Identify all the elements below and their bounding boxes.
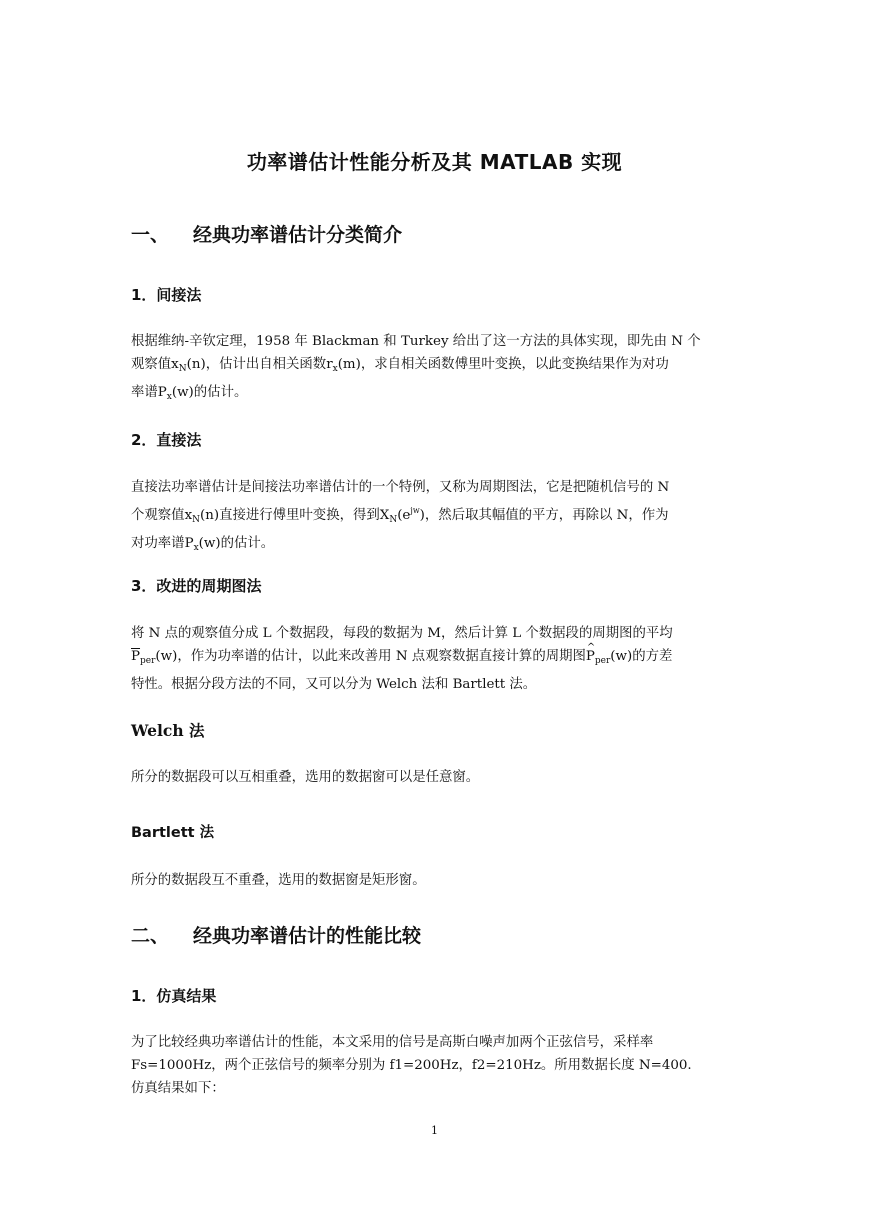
section-title: 经典功率谱估计分类简介	[193, 224, 403, 246]
text-line: 仿真结果如下：	[131, 1081, 225, 1096]
text-line: 直接法功率谱估计是间接法功率谱估计的一个特例，又称为周期图法，它是把随机信号的 N	[131, 480, 670, 495]
text-line: $\overline{P}_{per}(w)$，作为功率谱的估计，以此来改善用 N 点观察数据直接计算的周期图^ $P_{per}(w)$的方差	[131, 645, 739, 673]
text-line: 率谱$P_x(w)$的估计。	[131, 385, 248, 402]
text-line: 根据维纳-辛钦定理，1958 年 Blackman 和 Turkey 给出了这一方法的具体实现，即先由 N 个	[131, 334, 701, 349]
section-title: 经典功率谱估计的性能比较	[193, 925, 422, 947]
text-line: 为了比较经典功率谱估计的性能，本文采用的信号是高斯白噪声加两个正弦信号，采样率	[131, 1035, 654, 1050]
page-number: 1	[431, 1124, 438, 1137]
text-line: 将 N 点的观察值分成 L 个数据段，每段的数据为 M，然后计算 L 个数据段的周期图的平均	[131, 626, 673, 641]
section-number: 一、	[131, 224, 170, 246]
text-line: Fs=1000Hz，两个正弦信号的频率分别为 f1=200Hz，f2=210Hz。所用数据长度 N=400.	[131, 1058, 692, 1073]
paragraph-direct	[131, 476, 739, 560]
subsection-heading-simulation: 1．仿真结果	[131, 987, 217, 1005]
text-line: 所分的数据段可以互相重叠，选用的数据窗可以是任意窗。	[131, 770, 480, 785]
paragraph-welch	[131, 766, 739, 789]
paragraph-simulation	[131, 1031, 739, 1100]
text-line: 特性。根据分段方法的不同，又可以分为 Welch 法和 Bartlett 法。	[131, 677, 537, 692]
text-line: 个观察值$x_N(n)$直接进行傅里叶变换，得到$X_N(e^{jw})$，然后取其幅值的平方，再除以 N，作为	[131, 506, 669, 525]
paragraph-indirect	[131, 330, 739, 409]
text-line: 所分的数据段互不重叠，选用的数据窗是矩形窗。	[131, 873, 426, 888]
text-line: 观察值$x_N(n)$，估计出自相关函数$r_x(m)$，求自相关函数傅里叶变换，以此变换结果作为对功	[131, 357, 669, 374]
subsection-heading-indirect: 1．间接法	[131, 286, 202, 304]
paragraph-bartlett	[131, 869, 739, 892]
document-title: 功率谱估计性能分析及其 MATLAB 实现	[246, 150, 623, 174]
paragraph-improved	[131, 622, 739, 696]
subsection-heading-direct: 2．直接法	[131, 431, 202, 449]
subsection-heading-improved: 3．改进的周期图法	[131, 577, 262, 595]
method-heading-welch: Welch 法	[131, 721, 205, 740]
section-heading-1	[131, 220, 402, 247]
method-heading-bartlett: Bartlett 法	[131, 825, 215, 841]
section-number: 二、	[131, 925, 170, 947]
section-heading-2	[131, 921, 421, 948]
text-line: 对功率谱$P_x(w)$的估计。	[131, 536, 275, 553]
